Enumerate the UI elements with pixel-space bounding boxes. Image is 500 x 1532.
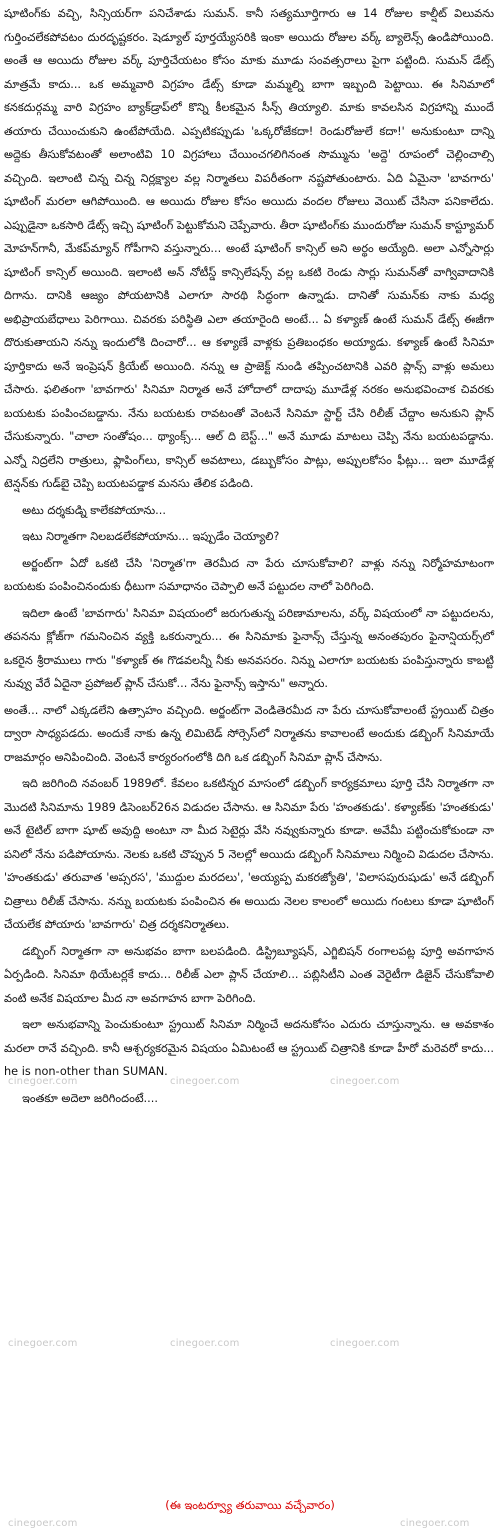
article-paragraph: ఇటు నిర్మాతగా నిలబడలేకపోయాను... ఇప్పుడేం చెయ్యాలి?	[22, 530, 280, 543]
article-paragraph: షూటింగ్‌కు వచ్చి, సిన్సియర్‌గా పనిచేశాడు సుమన్. కానీ సత్యమూర్తిగారు ఆ 14 రోజుల కాల్షీట్ విలువను గుర్తించలేకపోవటం దురదృష్టకరం. షెడ్యూల్ పూర్తయ్యేసరికి ఇంకా అయిదు రోజుల వర్క్ బ్యాలెన్స్ ఉండిపోయింది. అంతే ఆ అయిదు రోజుల వర్క్ పూర్తిచేయటం కోసం మాకు మూడు సంవత్సరాలు పైగా పట్టింది. సుమన్ డేట్స్ మాత్రమే కాదు... ఒక అమ్మవారి విగ్రహం డేట్స్ కూడా మమ్మల్ని బాగా ఇబ్బంది పెట్టాయి. ఈ సినిమాలో కనకదుర్గమ్మ వారి విగ్రహం బ్యాక్‌డ్రాప్‌లో కొన్ని కీలకమైన సీన్స్ తియ్యాలి. మాకు కావలసిన విగ్రహాన్ని ముందే తయారు చేయించుకుని ఉంటేపోయేది. ఎప్పటికప్పుడు 'ఒక్కరోజేకదా! రెండురోజులే కదా!' అనుకుంటూ దాన్ని అద్దెకు తీసుకోవటంతో అలాంటివి 10 విగ్రహాలు చేయించగలిగినంత సొమ్మును 'అద్దె' రూపంలో చెల్లించాల్సి వచ్చింది. ఇలాంటి చిన్న చిన్న నిర్లక్ష్యాల వల్ల నిర్మాతలు విపరీతంగా నష్టపోతుంటారు. ఏది ఏమైనా 'బావగారు' షూటింగ్ మరలా ఆగిపోయింది. ఆ అయిదు రోజుల కోసం అయిదు వందల రోజులు వెయిట్ చేసినా పనికాలేదు. ఎప్పుడైనా ఒకసారి డేట్స్ ఇచ్చి షూటింగ్ పెట్టుకోమని చెప్పేవారు. తీరా షూటింగ్‌కు ముందురోజు సుమన్ కాస్ట్యూమర్ మోహన్‌గానీ, మేకప్‌మ్యాన్ గోపీగాని వస్తున్నారు... అంటే షూటింగ్ కాన్సిల్ అని అర్థం అయ్యేది. అలా ఎన్నోసార్లు షూటింగ్ కాన్సిల్ అయింది. ఇలాంటి అన్ నోటీస్డ్ కాన్సిలేషన్స్ వల్ల ఒకటి రెండు సార్లు సుమన్‌తో వాగ్వివాదానికి దిగాను. దానికి ఆజ్యం పోయటానికి ఎలాగూ సారథి సిద్ధంగా ఉన్నాడు. దానితో సుమన్‌కు నాకు మధ్య అభిప్రాయబేధాలు పెరిగాయి. చివరకు పరిస్థితి ఎలా తయారైంది అంటే... ఏ కళ్యాణ్ ఉంటే సుమన్ డేట్స్ ఈజీగా దొరుకుతాయని నన్ను ఇందులోకి దించారో... ఆ కళ్యాణే వాళ్లకు ప్రతిబంధకం అయ్యాడు. కళ్యాణ్ ఉంటే సినిమా పూర్తికాదు అనే ఇంప్రెషన్ క్రియేట్ అయింది. నన్ను ఆ ప్రాజెక్ట్ నుండి తప్పించటానికి ఎవరి ప్లాన్స్ వాళ్లు అమలు చేసారు. ఫలితంగా 'బావగారు' సినిమా నిర్మాత అనే హోదాలో దాదాపు మూడేళ్ల నరకం అనుభవించాక చివరకు బయటకు పంపించబడ్డాను. నేను బయటకు రావటంతో వెంటనే సినిమా స్టార్ట్ చేసి రిలీజ్ చేద్దాం అనుకుని ప్లాన్ చేసుకున్నారు. "చాలా సంతోషం... థ్యాంక్స్... ఆల్ ది బెస్ట్..." అనే మూడు మాటలు చెప్పి నేను బయటపడ్డాను. ఎన్నో నిద్రలేని రాత్రులు, ఫ్లాపింగ్‌లు, కాన్సిల్ అవటాలు, డబ్బుకోసం పాట్లు, అప్పులకోసం ఫీట్లు... ఇలా మూడేళ్ల టెన్షన్‌కు గుడ్‌బై చెప్పి బయటపడ్డాక మనసు తేలిక పడింది.	[4, 7, 494, 490]
article-paragraph: ఇది జరిగింది నవంబర్ 1989లో. కేవలం ఒకటిన్నర మాసంలో డబ్బింగ్ కార్యక్రమాలు పూర్తి చేసి నిర్మాతగా నా మొదటి సినిమాను 1989 డిసెంబర్26న విడుదల చేసాను. ఆ సినిమా పేరు 'హంతకుడు'. కళ్యాణ్‌కు 'హంతకుడు' అనే టైటిల్ బాగా షూట్ అవుద్ది అంటూ నా మీద సెటైర్లు వేసి నవ్వుకున్నారు కూడా. అవేమీ పట్టించుకోకుండా నా పనిలో నేను పడిపోయాను. నెలకు ఒకటి చొప్పున 5 నెలల్లో అయిదు డబ్బింగ్ సినిమాలు నిర్మించి విడుదల చేసాను. 'హంతకుడు' తరువాత 'అప్సరస', 'ముద్దుల మరదలు', 'అయ్యప్ప మకరజ్యోతి', 'విలాసపురుషుడు' అనే డబ్బింగ్ చిత్రాలు రిలీజ్ చేసాను. నన్ను బయటకు పంపించిన ఈ అయిదు నెలల కాలంలో అయిదు గంటలు కూడా షూటింగ్ చేయలేక పోయారు 'బావగారు' చిత్ర దర్శకనిర్మాతలు.	[4, 777, 494, 931]
article-body	[4, 2, 494, 1110]
watermark-text: cinegoer.com	[8, 1076, 78, 1087]
article-paragraph: ఇదిలా ఉంటే 'బావగారు' సినిమా విషయంలో జరుగుతున్న పరిణామాలను, వర్క్ విషయంలో నా పట్టుదలను, తపనను క్లోజ్‌గా గమనించిన వ్యక్తి ఒకరున్నారు... ఈ సినిమాకు ఫైనాన్స్ చేస్తున్న అనంతపురం ఫైనాన్షియర్స్‌లో ఒకరైన శ్రీరాములు గారు "కళ్యాణ్ ఈ గొడవలన్నీ నీకు అనవసరం. నిన్ను ఎలాగూ బయటకు పంపిస్తున్నారు కాబట్టి నువ్వు వేరే ఏదైనా ప్రపోజల్ ప్లాన్ చేసుకో... నేను ఫైనాన్స్ ఇస్తాను" అన్నారు.	[4, 606, 494, 690]
article-paragraph: డబ్బింగ్ నిర్మాతగా నా అనుభవం బాగా బలపడింది. డిస్ట్రిబ్యూషన్, ఎగ్జిబిషన్ రంగాలపట్ల పూర్తి అవగాహన ఏర్పడింది. సినిమా థియేటర్లకే కాదు... రిలీజ్ ఎలా ప్లాన్ చేయాలి... పబ్లిసిటీని ఎంత వెరైటీగా డిజైన్ చేసుకోవాలి వంటి అనేక విషయాల మీద నా అవగాహన బాగా పెరిగింది.	[4, 944, 494, 1005]
continued-next-week-note: (ఈ ఇంటర్వ్యూ తరువాయి వచ్చేవారం)	[165, 1499, 335, 1512]
watermark-text: cinegoer.com	[170, 1076, 240, 1087]
watermark-text: cinegoer.com	[170, 1338, 240, 1349]
article-paragraph: అంతే... నాలో ఎక్కడలేని ఉత్సాహం వచ్చింది. అర్జంట్‌గా వెండితెరమీద నా పేరు చూసుకోవాలంటే స్ట్రయిట్ చిత్రం ద్వారా సాధ్యపడదు. అందుకే నాకు ఉన్న లిమిటెడ్ సోర్సెస్‌లో నిర్మాతను కావాలంటే అందుకు డబ్బింగ్ సినిమాయే రాజమార్గం అనిపించింది. వెంటనే కార్యరంగంలోకి దిగి ఒక డబ్బింగ్ సినిమా ప్లాన్ చేసాను.	[4, 703, 494, 764]
watermark-text: cinegoer.com	[330, 1076, 400, 1087]
watermark-text: cinegoer.com	[400, 1518, 470, 1529]
watermark-text: cinegoer.com	[8, 1338, 78, 1349]
watermark-text: cinegoer.com	[8, 1518, 78, 1529]
article-paragraph: అటు దర్శకుడ్ని కాలేకపోయాను...	[22, 503, 166, 517]
article-paragraph: ఇంతకూ అదెలా జరిగిందంటే....	[22, 1091, 158, 1105]
article-paragraph: అర్జంట్‌గా ఏదో ఒకటి చేసి 'నిర్మాత'గా తెరమీద నా పేరు చూసుకోవాలి? వాళ్లు నన్ను నిర్మోహమాటంగా బయటకు పంపించినందుకు ధీటుగా సమాధానం చెప్పాలి అనే పట్టుదల నాలో పెరిగింది.	[4, 556, 494, 593]
article-paragraph: ఇలా అనుభవాన్ని పెంచుకుంటూ స్ట్రయిట్ సినిమా నిర్మించే అదనుకోసం ఎదురు చూస్తున్నాను. ఆ అవకాశం మరలా రానే వచ్చింది. కానీ ఆశ్చర్యకరమైన విషయం ఏమిటంటే ఆ స్ట్రయిట్ చిత్రానికి కూడా హీరో మరెవరో కాదు... he is non-other than SUMAN.	[4, 1018, 494, 1078]
watermark-text: cinegoer.com	[330, 1338, 400, 1349]
